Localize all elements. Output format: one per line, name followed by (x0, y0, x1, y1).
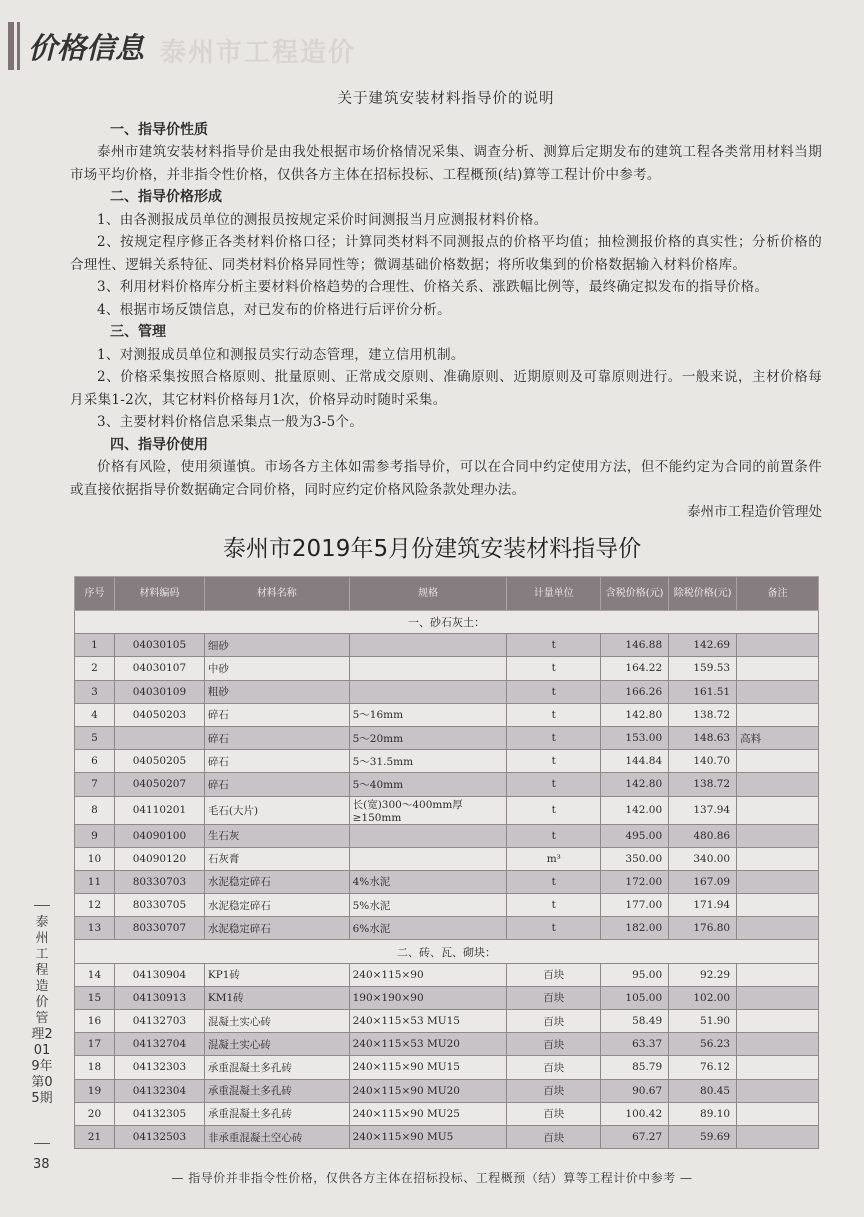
cell-spec: 240×115×53 MU20 (349, 1033, 507, 1056)
table-row (75, 917, 819, 940)
cell-code: 04110201 (114, 796, 204, 824)
cell-code: 04050207 (114, 773, 204, 796)
cell-price-notax: 161.51 (669, 680, 737, 703)
cell-note (737, 917, 819, 940)
header-accent-bar-thin (17, 22, 20, 70)
cell-note (737, 657, 819, 680)
cell-code: 04132703 (114, 1010, 204, 1033)
cell-price-notax: 89.10 (669, 1102, 737, 1125)
cell-name: 非承重混凝土空心砖 (204, 1125, 349, 1148)
notice-body (70, 119, 822, 502)
cell-seq: 1 (75, 634, 115, 657)
header-accent-bar (8, 22, 14, 70)
cell-seq: 17 (75, 1033, 115, 1056)
table-title: 泰州市2019年5月份建筑安装材料指导价 (222, 536, 642, 562)
cell-note (737, 847, 819, 870)
section-title: 价格信息 (28, 31, 145, 65)
cell-spec: 240×115×90 MU15 (349, 1056, 507, 1079)
category-row (75, 611, 819, 634)
cell-name: KP1砖 (204, 963, 349, 986)
table-row (75, 847, 819, 870)
cell-code: 04030105 (114, 634, 204, 657)
cell-seq: 12 (75, 894, 115, 917)
table-row (75, 894, 819, 917)
notice-paragraph: 3、主要材料价格信息采集点一般为3-5个。 (97, 414, 364, 430)
cell-seq: 16 (75, 1010, 115, 1033)
cell-seq: 19 (75, 1079, 115, 1102)
cell-unit: t (507, 634, 601, 657)
cell-unit: t (507, 750, 601, 773)
cell-note (737, 1102, 819, 1125)
header-ghost-text: 泰州市工程造价 (160, 38, 357, 68)
cell-name: 混凝土实心砖 (204, 1033, 349, 1056)
cell-price-tax: 172.00 (601, 870, 669, 893)
cell-code: 04130904 (114, 963, 204, 986)
cell-price-tax: 164.22 (601, 657, 669, 680)
cell-seq: 10 (75, 847, 115, 870)
notice-paragraph: 2、价格采集按照合格原则、批量原则、正常成交原则、准确原则、近期原则及可靠原则进行。一般来说，主材价格每月采集1-2次，其它材料价格每月1次，价格异动时随时采集。 (70, 369, 822, 408)
cell-spec: 6%水泥 (349, 917, 507, 940)
cell-price-notax: 56.23 (669, 1033, 737, 1056)
cell-unit: 百块 (507, 986, 601, 1009)
cell-unit: t (507, 870, 601, 893)
cell-code: 04030107 (114, 657, 204, 680)
cell-price-tax: 105.00 (601, 986, 669, 1009)
cell-price-notax: 76.12 (669, 1056, 737, 1079)
cell-code: 04050205 (114, 750, 204, 773)
notice-section-heading: 二、指导价格形成 (110, 189, 222, 205)
cell-price-notax: 171.94 (669, 894, 737, 917)
cell-code: 80330703 (114, 870, 204, 893)
cell-name: 碎石 (204, 750, 349, 773)
table-body (75, 611, 819, 1149)
notice-paragraph: 4、根据市场反馈信息，对已发布的价格进行后评价分析。 (97, 301, 451, 318)
spine-divider-top (34, 905, 50, 906)
cell-name: 生石灰 (204, 824, 349, 847)
cell-name: 碎石 (204, 726, 349, 749)
cell-price-notax: 51.90 (669, 1010, 737, 1033)
cell-price-tax: 166.26 (601, 680, 669, 703)
cell-spec (349, 847, 507, 870)
cell-price-notax: 176.80 (669, 917, 737, 940)
cell-code: 04050203 (114, 703, 204, 726)
cell-name: KM1砖 (204, 986, 349, 1009)
price-table (74, 576, 819, 1149)
cell-spec: 240×115×90 MU25 (349, 1102, 507, 1125)
cell-unit: 百块 (507, 1102, 601, 1125)
notice-paragraph: 价格有风险，使用须谨慎。市场各方主体如需参考指导价，可以在合同中约定使用方法，但不能约定为合同的前置条件或直接依据指导价数据确定合同价格，同时应约定价格风险条款处理办法。 (70, 459, 822, 498)
cell-code: 04132704 (114, 1033, 204, 1056)
cell-code: 04130913 (114, 986, 204, 1009)
cell-spec: 5%水泥 (349, 894, 507, 917)
cell-price-tax: 182.00 (601, 917, 669, 940)
cell-price-notax: 480.86 (669, 824, 737, 847)
cell-seq: 18 (75, 1056, 115, 1079)
table-row (75, 773, 819, 796)
cell-seq: 15 (75, 986, 115, 1009)
cell-price-tax: 495.00 (601, 824, 669, 847)
table-row (75, 634, 819, 657)
cell-price-notax: 167.09 (669, 870, 737, 893)
cell-note (737, 634, 819, 657)
cell-seq: 20 (75, 1102, 115, 1125)
cell-spec: 5～20mm (349, 726, 507, 749)
table-row (75, 796, 819, 824)
notice-paragraph: 2、按规定程序修正各类材料价格口径；计算同类材料不同测报点的价格平均值；抽检测报价格的真实性；分析价格的合理性、逻辑关系特征、同类材料价格异同性等；微调基础价格数据；将所收集到的价格数据输入材料价格库。 (70, 234, 822, 273)
cell-note (737, 773, 819, 796)
cell-seq: 4 (75, 703, 115, 726)
cell-note: 高料 (737, 726, 819, 749)
cell-price-tax: 95.00 (601, 963, 669, 986)
cell-spec (349, 657, 507, 680)
cell-unit: 百块 (507, 1079, 601, 1102)
header-note: 备注 (737, 577, 819, 611)
cell-price-notax: 59.69 (669, 1125, 737, 1148)
table-row (75, 1010, 819, 1033)
cell-name: 碎石 (204, 703, 349, 726)
page-footer: — 指导价并非指令性价格，仅供各方主体在招标投标、工程概预（结）算等工程计价中参考 — (171, 1171, 693, 1185)
cell-spec: 5～31.5mm (349, 750, 507, 773)
cell-price-notax: 138.72 (669, 773, 737, 796)
cell-seq: 13 (75, 917, 115, 940)
cell-unit: t (507, 773, 601, 796)
cell-unit: 百块 (507, 1010, 601, 1033)
cell-name: 承重混凝土多孔砖 (204, 1102, 349, 1125)
cell-code: 04132503 (114, 1125, 204, 1148)
spine-text: 泰州工程造价管理2019年第05期 (31, 915, 53, 1106)
notice-paragraph: 泰州市建筑安装材料指导价是由我处根据市场价格情况采集、调查分析、测算后定期发布的建筑工程各类常用材料当期市场平均价格，并非指令性价格，仅供各方主体在招标投标、工程概预(结)算等工程计价中参考。 (70, 144, 822, 183)
cell-seq: 14 (75, 963, 115, 986)
cell-note (737, 703, 819, 726)
cell-name: 石灰膏 (204, 847, 349, 870)
cell-spec: 5～16mm (349, 703, 507, 726)
cell-name: 承重混凝土多孔砖 (204, 1056, 349, 1079)
category-title: 一、砂石灰土： (75, 611, 819, 634)
notice-section-heading: 一、指导价性质 (110, 121, 208, 138)
cell-name: 毛石(大片) (204, 796, 349, 824)
header-name: 材料名称 (204, 577, 349, 611)
cell-unit: m³ (507, 847, 601, 870)
cell-note (737, 870, 819, 893)
cell-price-notax: 80.45 (669, 1079, 737, 1102)
cell-spec: 5～40mm (349, 773, 507, 796)
cell-spec: 240×115×90 (349, 963, 507, 986)
cell-name: 水泥稳定碎石 (204, 894, 349, 917)
cell-price-tax: 153.00 (601, 726, 669, 749)
cell-price-tax: 58.49 (601, 1010, 669, 1033)
cell-unit: t (507, 824, 601, 847)
table-row (75, 986, 819, 1009)
cell-price-tax: 142.80 (601, 773, 669, 796)
cell-spec: 240×115×90 MU20 (349, 1079, 507, 1102)
notice-section-heading: 四、指导价使用 (110, 436, 208, 453)
cell-name: 水泥稳定碎石 (204, 870, 349, 893)
cell-code: 04132303 (114, 1056, 204, 1079)
cell-unit: 百块 (507, 1125, 601, 1148)
cell-price-notax: 142.69 (669, 634, 737, 657)
cell-price-notax: 140.70 (669, 750, 737, 773)
cell-spec: 4%水泥 (349, 870, 507, 893)
cell-unit: t (507, 917, 601, 940)
page-header (0, 22, 864, 74)
cell-note (737, 986, 819, 1009)
cell-spec: 240×115×53 MU15 (349, 1010, 507, 1033)
cell-note (737, 963, 819, 986)
cell-note (737, 894, 819, 917)
cell-spec: 190×190×90 (349, 986, 507, 1009)
notice-title: 关于建筑安装材料指导价的说明 (337, 91, 555, 107)
table-row (75, 1056, 819, 1079)
table-row (75, 870, 819, 893)
cell-price-tax: 144.84 (601, 750, 669, 773)
cell-price-tax: 350.00 (601, 847, 669, 870)
cell-note (737, 1125, 819, 1148)
cell-code: 04132305 (114, 1102, 204, 1125)
cell-seq: 2 (75, 657, 115, 680)
cell-note (737, 1056, 819, 1079)
cell-note (737, 680, 819, 703)
cell-price-notax: 159.53 (669, 657, 737, 680)
notice-paragraph: 1、由各测报成员单位的测报员按规定采价时间测报当月应测报材料价格。 (97, 211, 548, 228)
table-row (75, 1125, 819, 1148)
header-price-tax: 含税价格(元) (601, 577, 669, 611)
spine-divider-bottom (34, 1143, 50, 1144)
cell-spec: 长(宽)300～400mm厚≥150mm (349, 796, 507, 824)
table-row (75, 1079, 819, 1102)
cell-unit: t (507, 703, 601, 726)
cell-name: 细砂 (204, 634, 349, 657)
cell-seq: 9 (75, 824, 115, 847)
cell-note (737, 1010, 819, 1033)
cell-spec (349, 824, 507, 847)
cell-code: 04030109 (114, 680, 204, 703)
cell-spec: 240×115×90 MU5 (349, 1125, 507, 1148)
category-title: 二、砖、瓦、砌块： (75, 940, 819, 963)
header-price-notax: 除税价格(元) (669, 577, 737, 611)
table-row (75, 657, 819, 680)
table-row (75, 1033, 819, 1056)
cell-price-notax: 102.00 (669, 986, 737, 1009)
header-seq: 序号 (75, 577, 115, 611)
cell-seq: 6 (75, 750, 115, 773)
cell-note (737, 1079, 819, 1102)
cell-note (737, 1033, 819, 1056)
cell-seq: 7 (75, 773, 115, 796)
cell-note (737, 824, 819, 847)
cell-code: 80330707 (114, 917, 204, 940)
cell-price-notax: 137.94 (669, 796, 737, 824)
header-spec: 规格 (349, 577, 507, 611)
cell-unit: t (507, 726, 601, 749)
cell-price-tax: 90.67 (601, 1079, 669, 1102)
cell-seq: 11 (75, 870, 115, 893)
cell-price-notax: 148.63 (669, 726, 737, 749)
cell-price-tax: 142.00 (601, 796, 669, 824)
cell-name: 混凝土实心砖 (204, 1010, 349, 1033)
cell-code: 04090120 (114, 847, 204, 870)
page-number: 38 (33, 1157, 50, 1172)
cell-price-tax: 142.80 (601, 703, 669, 726)
table-row (75, 824, 819, 847)
cell-code (114, 726, 204, 749)
notice-signature: 泰州市工程造价管理处 (687, 504, 822, 520)
table-row (75, 726, 819, 749)
cell-name: 中砂 (204, 657, 349, 680)
cell-unit: t (507, 796, 601, 824)
header-unit: 计量单位 (507, 577, 601, 611)
cell-unit: t (507, 657, 601, 680)
table-header-row (75, 577, 819, 611)
category-row (75, 940, 819, 963)
cell-code: 04090100 (114, 824, 204, 847)
cell-unit: t (507, 894, 601, 917)
cell-price-tax: 100.42 (601, 1102, 669, 1125)
cell-price-tax: 85.79 (601, 1056, 669, 1079)
cell-unit: 百块 (507, 963, 601, 986)
cell-code: 04132304 (114, 1079, 204, 1102)
cell-spec (349, 680, 507, 703)
cell-spec (349, 634, 507, 657)
cell-name: 承重混凝土多孔砖 (204, 1079, 349, 1102)
cell-note (737, 750, 819, 773)
cell-price-notax: 340.00 (669, 847, 737, 870)
cell-seq: 21 (75, 1125, 115, 1148)
notice-paragraph: 3、利用材料价格库分析主要材料价格趋势的合理性、价格关系、涨跌幅比例等，最终确定拟发布的指导价格。 (97, 279, 769, 295)
cell-price-notax: 92.29 (669, 963, 737, 986)
header-code: 材料编码 (114, 577, 204, 611)
table-row (75, 963, 819, 986)
cell-unit: 百块 (507, 1033, 601, 1056)
cell-seq: 5 (75, 726, 115, 749)
cell-unit: 百块 (507, 1056, 601, 1079)
cell-price-tax: 177.00 (601, 894, 669, 917)
cell-price-notax: 138.72 (669, 703, 737, 726)
cell-name: 粗砂 (204, 680, 349, 703)
table-row (75, 703, 819, 726)
notice-block (70, 88, 822, 524)
cell-price-tax: 63.37 (601, 1033, 669, 1056)
table-row (75, 750, 819, 773)
notice-paragraph: 1、对测报成员单位和测报员实行动态管理，建立信用机制。 (97, 346, 465, 363)
table-row (75, 1102, 819, 1125)
cell-price-tax: 146.88 (601, 634, 669, 657)
cell-unit: t (507, 680, 601, 703)
cell-price-tax: 67.27 (601, 1125, 669, 1148)
cell-code: 80330705 (114, 894, 204, 917)
cell-name: 碎石 (204, 773, 349, 796)
cell-note (737, 796, 819, 824)
cell-name: 水泥稳定碎石 (204, 917, 349, 940)
table-row (75, 680, 819, 703)
notice-section-heading: 三、管理 (110, 324, 166, 340)
cell-seq: 8 (75, 796, 115, 824)
cell-seq: 3 (75, 680, 115, 703)
